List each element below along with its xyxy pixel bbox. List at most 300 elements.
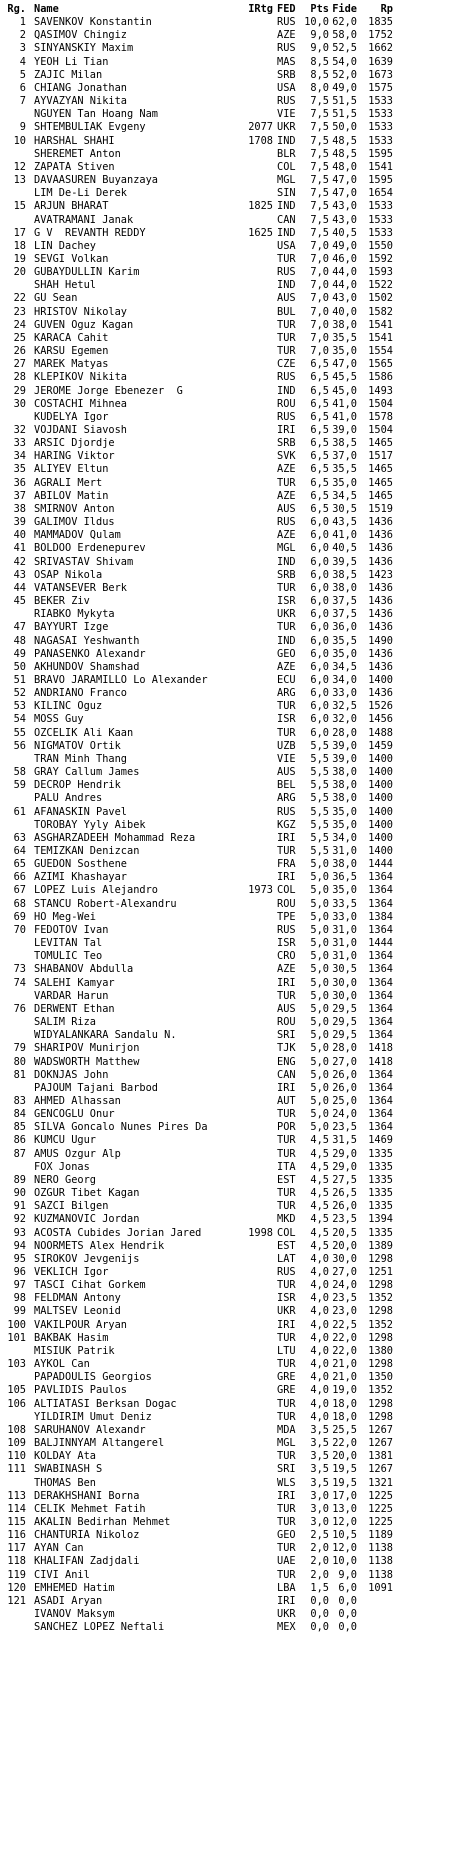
name-cell: AYAN Can bbox=[34, 1542, 84, 1555]
rp-cell: 1533 bbox=[368, 200, 393, 213]
fed-cell: AUS bbox=[277, 502, 296, 515]
rp-cell: 1436 bbox=[368, 555, 393, 568]
name-cell: VATANSEVER Berk bbox=[34, 581, 127, 594]
rp-cell: 1526 bbox=[368, 700, 393, 713]
name-cell: DAVAASUREN Buyanzaya bbox=[34, 174, 158, 187]
table-row bbox=[0, 1042, 472, 1055]
rp-cell: 1384 bbox=[368, 910, 393, 923]
rp-cell: 1436 bbox=[368, 660, 393, 673]
rank-cell: 5 bbox=[19, 68, 26, 81]
rank-cell: 108 bbox=[7, 1423, 26, 1436]
rank-cell: 58 bbox=[13, 766, 26, 779]
rank-cell: 90 bbox=[13, 1187, 26, 1200]
rank-cell: 103 bbox=[7, 1358, 26, 1371]
rp-cell: 1418 bbox=[368, 1055, 393, 1068]
rp-cell: 1436 bbox=[368, 595, 393, 608]
fide-cell: 0,0 bbox=[338, 1594, 357, 1607]
name-cell: SHARIPOV Munirjon bbox=[34, 1042, 140, 1055]
rp-cell: 1595 bbox=[368, 147, 393, 160]
name-cell: LIN Dachey bbox=[34, 239, 96, 252]
fed-cell: RUS bbox=[277, 1266, 296, 1278]
name-cell: OSAP Nikola bbox=[34, 568, 103, 581]
fed-cell: IND bbox=[277, 200, 296, 213]
fed-cell: RUS bbox=[277, 95, 296, 108]
fed-cell: IRI bbox=[277, 1318, 296, 1331]
rp-cell: 1225 bbox=[368, 1515, 393, 1528]
rank-cell: 120 bbox=[7, 1581, 26, 1594]
fed-cell: SRB bbox=[277, 568, 296, 581]
table-row bbox=[0, 1529, 472, 1542]
pts-cell: 6,5 bbox=[310, 502, 329, 515]
fide-cell: 40,5 bbox=[332, 542, 357, 555]
table-row bbox=[0, 753, 472, 766]
name-cell: NERO Georg bbox=[34, 1173, 96, 1186]
fide-cell: 35,5 bbox=[332, 463, 357, 476]
fed-cell: AZE bbox=[277, 529, 296, 542]
fed-cell: IRI bbox=[277, 831, 296, 844]
table-row bbox=[0, 135, 472, 148]
fide-cell: 38,0 bbox=[332, 766, 357, 779]
pts-cell: 5,5 bbox=[310, 845, 329, 857]
table-row bbox=[0, 924, 472, 937]
table-row bbox=[0, 1384, 472, 1397]
table-row bbox=[0, 595, 472, 608]
fed-cell: TUR bbox=[277, 1108, 296, 1121]
pts-cell: 8,5 bbox=[310, 55, 329, 68]
rank-cell: 69 bbox=[13, 910, 26, 923]
fed-cell: RUS bbox=[277, 805, 296, 818]
table-row bbox=[0, 56, 472, 69]
pts-cell: 4,0 bbox=[310, 1384, 329, 1397]
rank-cell: 26 bbox=[13, 345, 26, 358]
fide-cell: 38,0 bbox=[332, 858, 357, 871]
table-row bbox=[0, 635, 472, 648]
table-row bbox=[0, 582, 472, 595]
table-row bbox=[0, 661, 472, 674]
table-row bbox=[0, 556, 472, 569]
pts-cell: 3,5 bbox=[310, 1450, 329, 1463]
rp-cell: 1752 bbox=[368, 29, 393, 42]
rp-cell: 1298 bbox=[368, 1331, 393, 1344]
fide-cell: 26,0 bbox=[332, 1200, 357, 1213]
pts-cell: 8,5 bbox=[310, 68, 329, 81]
name-cell: PANASENKO Alexandr bbox=[34, 647, 146, 660]
table-row bbox=[0, 871, 472, 884]
table-row bbox=[0, 529, 472, 542]
table-row bbox=[0, 766, 472, 779]
table-row bbox=[0, 648, 472, 661]
pts-cell: 6,0 bbox=[310, 726, 329, 739]
table-row bbox=[0, 174, 472, 187]
name-cell: ANDRIANO Franco bbox=[34, 687, 127, 700]
name-cell: SILVA Goncalo Nunes Pires Da bbox=[34, 1121, 208, 1134]
name-cell: MISIUK Patrik bbox=[34, 1344, 115, 1357]
rank-cell: 49 bbox=[13, 647, 26, 660]
rank-cell: 117 bbox=[7, 1542, 26, 1555]
rp-cell: 1364 bbox=[368, 963, 393, 976]
pts-cell: 2,0 bbox=[310, 1568, 329, 1581]
header-name: Name bbox=[34, 3, 59, 15]
name-cell: AKHUNDOV Shamshad bbox=[34, 660, 140, 673]
fide-cell: 49,0 bbox=[332, 239, 357, 252]
header-irtg: IRtg bbox=[248, 3, 273, 15]
rp-cell: 1541 bbox=[368, 160, 393, 173]
rank-cell: 23 bbox=[13, 305, 26, 318]
rp-cell: 1400 bbox=[368, 805, 393, 818]
fide-cell: 33,0 bbox=[332, 687, 357, 700]
pts-cell: 9,0 bbox=[310, 42, 329, 55]
fide-cell: 27,5 bbox=[332, 1173, 357, 1186]
rank-cell: 109 bbox=[7, 1437, 26, 1450]
fide-cell: 47,0 bbox=[332, 358, 357, 371]
pts-cell: 7,5 bbox=[310, 160, 329, 173]
table-row bbox=[0, 1240, 472, 1253]
name-cell: HO Meg-Wei bbox=[34, 910, 96, 923]
rank-cell: 118 bbox=[7, 1555, 26, 1568]
fide-cell: 12,0 bbox=[332, 1515, 357, 1528]
fide-cell: 35,0 bbox=[332, 647, 357, 660]
pts-cell: 3,5 bbox=[310, 1476, 329, 1489]
pts-cell: 7,5 bbox=[310, 121, 329, 134]
rp-cell: 1298 bbox=[368, 1358, 393, 1371]
fed-cell: AUS bbox=[277, 292, 296, 305]
rp-cell: 1575 bbox=[368, 81, 393, 94]
fide-cell: 10,5 bbox=[332, 1529, 357, 1542]
name-cell: KUMCU Ugur bbox=[34, 1134, 96, 1147]
fed-cell: LAT bbox=[277, 1252, 296, 1265]
rank-cell: 18 bbox=[13, 239, 26, 252]
fide-cell: 51,5 bbox=[332, 108, 357, 121]
pts-cell: 4,5 bbox=[310, 1134, 329, 1147]
pts-cell: 5,0 bbox=[310, 1108, 329, 1121]
fed-cell: BLR bbox=[277, 147, 296, 160]
pts-cell: 4,0 bbox=[310, 1358, 329, 1371]
pts-cell: 5,0 bbox=[310, 1081, 329, 1094]
rank-cell: 7 bbox=[19, 95, 26, 108]
header-pts: Pts bbox=[310, 3, 329, 15]
pts-cell: 6,5 bbox=[310, 424, 329, 436]
fed-cell: CAN bbox=[277, 1068, 296, 1081]
rp-cell: 1593 bbox=[368, 266, 393, 279]
fed-cell: GEO bbox=[277, 647, 296, 660]
rp-cell: 1423 bbox=[368, 568, 393, 581]
table-row bbox=[0, 1174, 472, 1187]
rp-cell: 1639 bbox=[368, 55, 393, 68]
table-row bbox=[0, 911, 472, 924]
rank-cell: 63 bbox=[13, 831, 26, 844]
rank-cell: 86 bbox=[13, 1134, 26, 1147]
table-row bbox=[0, 1608, 472, 1621]
rank-cell: 85 bbox=[13, 1121, 26, 1134]
name-cell: COSTACHI Mihnea bbox=[34, 397, 127, 410]
irtg-cell: 1973 bbox=[248, 884, 273, 897]
pts-cell: 7,5 bbox=[310, 226, 329, 239]
pts-cell: 4,0 bbox=[310, 1371, 329, 1384]
rank-cell: 114 bbox=[7, 1502, 26, 1515]
rank-cell: 54 bbox=[13, 713, 26, 726]
table-row bbox=[0, 1595, 472, 1608]
rp-cell: 1364 bbox=[368, 897, 393, 910]
rank-cell: 38 bbox=[13, 502, 26, 515]
name-cell: GALIMOV Ildus bbox=[34, 516, 115, 529]
name-cell: QASIMOV Chingiz bbox=[34, 29, 127, 42]
fide-cell: 40,5 bbox=[332, 226, 357, 239]
name-cell: CIVI Anil bbox=[34, 1568, 90, 1581]
pts-cell: 6,0 bbox=[310, 621, 329, 634]
name-cell: AYKOL Can bbox=[34, 1358, 90, 1371]
table-row bbox=[0, 1029, 472, 1042]
name-cell: YEOH Li Tian bbox=[34, 55, 109, 68]
rank-cell: 64 bbox=[13, 845, 26, 857]
rp-cell: 1504 bbox=[368, 424, 393, 436]
rank-cell: 68 bbox=[13, 897, 26, 910]
rp-cell: 1541 bbox=[368, 331, 393, 344]
fide-cell: 38,5 bbox=[332, 568, 357, 581]
fed-cell: UAE bbox=[277, 1555, 296, 1568]
pts-cell: 3,0 bbox=[310, 1502, 329, 1515]
fed-cell: MEX bbox=[277, 1621, 296, 1634]
rp-cell: 1533 bbox=[368, 226, 393, 239]
rp-cell: 1595 bbox=[368, 174, 393, 187]
rp-cell: 1352 bbox=[368, 1318, 393, 1331]
name-cell: KUZMANOVIC Jordan bbox=[34, 1213, 140, 1226]
table-row bbox=[0, 200, 472, 213]
pts-cell: 5,0 bbox=[310, 963, 329, 976]
table-row bbox=[0, 1621, 472, 1634]
name-cell: KOLDAY Ata bbox=[34, 1450, 96, 1463]
table-row bbox=[0, 450, 472, 463]
table-row bbox=[0, 227, 472, 240]
rank-cell: 36 bbox=[13, 476, 26, 489]
name-cell: BAKBAK Hasim bbox=[34, 1331, 109, 1344]
name-cell: AGRALI Mert bbox=[34, 476, 103, 489]
name-cell: SHAH Hetul bbox=[34, 279, 96, 292]
rp-cell: 1298 bbox=[368, 1397, 393, 1410]
fide-cell: 23,5 bbox=[332, 1213, 357, 1226]
rank-cell: 65 bbox=[13, 858, 26, 871]
table-row bbox=[0, 1187, 472, 1200]
rank-cell: 93 bbox=[13, 1226, 26, 1239]
fed-cell: MGL bbox=[277, 542, 296, 555]
fed-cell: TUR bbox=[277, 1515, 296, 1528]
fide-cell: 38,0 bbox=[332, 779, 357, 792]
rp-cell: 1380 bbox=[368, 1344, 393, 1357]
rp-cell: 1364 bbox=[368, 950, 393, 963]
rp-cell: 1490 bbox=[368, 634, 393, 647]
fide-cell: 35,0 bbox=[332, 476, 357, 489]
fed-cell: SRB bbox=[277, 437, 296, 450]
fide-cell: 27,0 bbox=[332, 1266, 357, 1278]
fed-cell: IND bbox=[277, 279, 296, 292]
rp-cell: 1335 bbox=[368, 1173, 393, 1186]
rank-cell: 32 bbox=[13, 424, 26, 436]
fed-cell: ISR bbox=[277, 713, 296, 726]
header-fed: FED bbox=[277, 3, 296, 15]
rank-cell: 113 bbox=[7, 1489, 26, 1502]
table-row bbox=[0, 1555, 472, 1568]
pts-cell: 5,0 bbox=[310, 1068, 329, 1081]
rp-cell: 1138 bbox=[368, 1555, 393, 1568]
name-cell: ASADI Aryan bbox=[34, 1594, 103, 1607]
header-fide: Fide bbox=[332, 3, 357, 15]
rank-cell: 67 bbox=[13, 884, 26, 897]
table-row bbox=[0, 1095, 472, 1108]
rp-cell: 1364 bbox=[368, 1002, 393, 1015]
fide-cell: 45,0 bbox=[332, 384, 357, 397]
pts-cell: 2,5 bbox=[310, 1529, 329, 1542]
name-cell: ZAJIC Milan bbox=[34, 68, 103, 81]
name-cell: BOLDOO Erdenepurev bbox=[34, 542, 146, 555]
name-cell: SAZCI Bilgen bbox=[34, 1200, 109, 1213]
pts-cell: 6,0 bbox=[310, 608, 329, 621]
rp-cell: 1091 bbox=[368, 1581, 393, 1594]
fide-cell: 35,0 bbox=[332, 345, 357, 358]
rp-cell: 1364 bbox=[368, 1094, 393, 1107]
fide-cell: 19,0 bbox=[332, 1384, 357, 1397]
rank-cell: 92 bbox=[13, 1213, 26, 1226]
pts-cell: 5,0 bbox=[310, 910, 329, 923]
fide-cell: 25,5 bbox=[332, 1423, 357, 1436]
fide-cell: 13,0 bbox=[332, 1502, 357, 1515]
fed-cell: AZE bbox=[277, 963, 296, 976]
name-cell: OZGUR Tibet Kagan bbox=[34, 1187, 140, 1200]
name-cell: SALIM Riza bbox=[34, 1016, 96, 1029]
rp-cell: 1364 bbox=[368, 871, 393, 884]
fide-cell: 34,0 bbox=[332, 831, 357, 844]
pts-cell: 6,5 bbox=[310, 437, 329, 450]
rank-cell: 115 bbox=[7, 1515, 26, 1528]
name-cell: BAYYURT Izge bbox=[34, 621, 109, 634]
rp-cell: 1582 bbox=[368, 305, 393, 318]
pts-cell: 4,5 bbox=[310, 1200, 329, 1213]
pts-cell: 4,0 bbox=[310, 1397, 329, 1410]
pts-cell: 7,5 bbox=[310, 134, 329, 147]
rank-cell: 51 bbox=[13, 673, 26, 686]
name-cell: LOPEZ Luis Alejandro bbox=[34, 884, 158, 897]
fide-cell: 34,5 bbox=[332, 660, 357, 673]
pts-cell: 4,0 bbox=[310, 1279, 329, 1292]
fide-cell: 35,5 bbox=[332, 331, 357, 344]
name-cell: HARSHAL SHAHI bbox=[34, 134, 115, 147]
rank-cell: 27 bbox=[13, 358, 26, 371]
rp-cell: 1138 bbox=[368, 1542, 393, 1555]
table-row bbox=[0, 437, 472, 450]
table-row bbox=[0, 1305, 472, 1318]
rp-cell: 1502 bbox=[368, 292, 393, 305]
rp-cell: 1364 bbox=[368, 1081, 393, 1094]
table-row bbox=[0, 253, 472, 266]
rp-cell: 1364 bbox=[368, 884, 393, 897]
fide-cell: 24,0 bbox=[332, 1279, 357, 1292]
pts-cell: 6,0 bbox=[310, 634, 329, 647]
name-cell: AYVAZYAN Nikita bbox=[34, 95, 127, 108]
name-cell: G V REVANTH REDDY bbox=[34, 226, 146, 239]
table-row bbox=[0, 1411, 472, 1424]
table-row bbox=[0, 700, 472, 713]
rp-cell: 1459 bbox=[368, 739, 393, 752]
rp-cell: 1400 bbox=[368, 845, 393, 857]
rp-cell: 1519 bbox=[368, 502, 393, 515]
fide-cell: 35,0 bbox=[332, 818, 357, 831]
name-cell: ARSIC Djordje bbox=[34, 437, 115, 450]
table-row bbox=[0, 503, 472, 516]
header-rank: Rg. bbox=[7, 3, 26, 15]
rank-cell: 40 bbox=[13, 529, 26, 542]
fide-cell: 9,0 bbox=[338, 1568, 357, 1581]
name-cell: WADSWORTH Matthew bbox=[34, 1055, 140, 1068]
rank-cell: 99 bbox=[13, 1305, 26, 1318]
rp-cell: 1364 bbox=[368, 923, 393, 936]
pts-cell: 5,5 bbox=[310, 779, 329, 792]
table-row bbox=[0, 1227, 472, 1240]
name-cell: LIM De-Li Derek bbox=[34, 187, 127, 200]
pts-cell: 6,5 bbox=[310, 384, 329, 397]
table-row bbox=[0, 477, 472, 490]
fide-cell: 37,0 bbox=[332, 450, 357, 463]
pts-cell: 4,5 bbox=[310, 1187, 329, 1200]
fide-cell: 33,0 bbox=[332, 910, 357, 923]
name-cell: FEDOTOV Ivan bbox=[34, 923, 109, 936]
fed-cell: UZB bbox=[277, 739, 296, 752]
fide-cell: 30,5 bbox=[332, 963, 357, 976]
rank-cell: 35 bbox=[13, 463, 26, 476]
table-row bbox=[0, 1398, 472, 1411]
fide-cell: 24,0 bbox=[332, 1108, 357, 1121]
pts-cell: 5,0 bbox=[310, 937, 329, 950]
fed-cell: IND bbox=[277, 384, 296, 397]
fed-cell: TUR bbox=[277, 621, 296, 634]
fed-cell: IND bbox=[277, 134, 296, 147]
pts-cell: 6,5 bbox=[310, 358, 329, 371]
name-cell: SEVGI Volkan bbox=[34, 252, 109, 265]
pts-cell: 6,5 bbox=[310, 463, 329, 476]
name-cell: DOKNJAS John bbox=[34, 1068, 109, 1081]
fide-cell: 22,0 bbox=[332, 1437, 357, 1450]
pts-cell: 5,5 bbox=[310, 766, 329, 779]
fed-cell: VIE bbox=[277, 752, 296, 765]
rp-cell: 1436 bbox=[368, 516, 393, 529]
rp-cell: 1267 bbox=[368, 1423, 393, 1436]
rank-cell: 6 bbox=[19, 81, 26, 94]
pts-cell: 6,5 bbox=[310, 450, 329, 463]
table-row bbox=[0, 806, 472, 819]
fed-cell: ARG bbox=[277, 687, 296, 700]
rank-cell: 37 bbox=[13, 489, 26, 502]
fed-cell: IRI bbox=[277, 424, 296, 436]
pts-cell: 7,0 bbox=[310, 292, 329, 305]
fide-cell: 39,0 bbox=[332, 752, 357, 765]
rp-cell: 1662 bbox=[368, 42, 393, 55]
fed-cell: BEL bbox=[277, 779, 296, 792]
name-cell: ZAPATA Stiven bbox=[34, 160, 115, 173]
fide-cell: 31,0 bbox=[332, 937, 357, 950]
name-cell: ALTIATASI Berksan Dogac bbox=[34, 1397, 177, 1410]
pts-cell: 6,0 bbox=[310, 660, 329, 673]
fed-cell: TUR bbox=[277, 581, 296, 594]
fed-cell: TUR bbox=[277, 1502, 296, 1515]
pts-cell: 7,0 bbox=[310, 345, 329, 358]
pts-cell: 8,0 bbox=[310, 81, 329, 94]
pts-cell: 6,0 bbox=[310, 687, 329, 700]
rp-cell: 1389 bbox=[368, 1239, 393, 1252]
rank-cell: 19 bbox=[13, 252, 26, 265]
fide-cell: 20,0 bbox=[332, 1450, 357, 1463]
rp-cell: 1267 bbox=[368, 1463, 393, 1476]
rank-cell: 83 bbox=[13, 1094, 26, 1107]
table-row bbox=[0, 95, 472, 108]
fide-cell: 49,0 bbox=[332, 81, 357, 94]
fide-cell: 48,5 bbox=[332, 147, 357, 160]
